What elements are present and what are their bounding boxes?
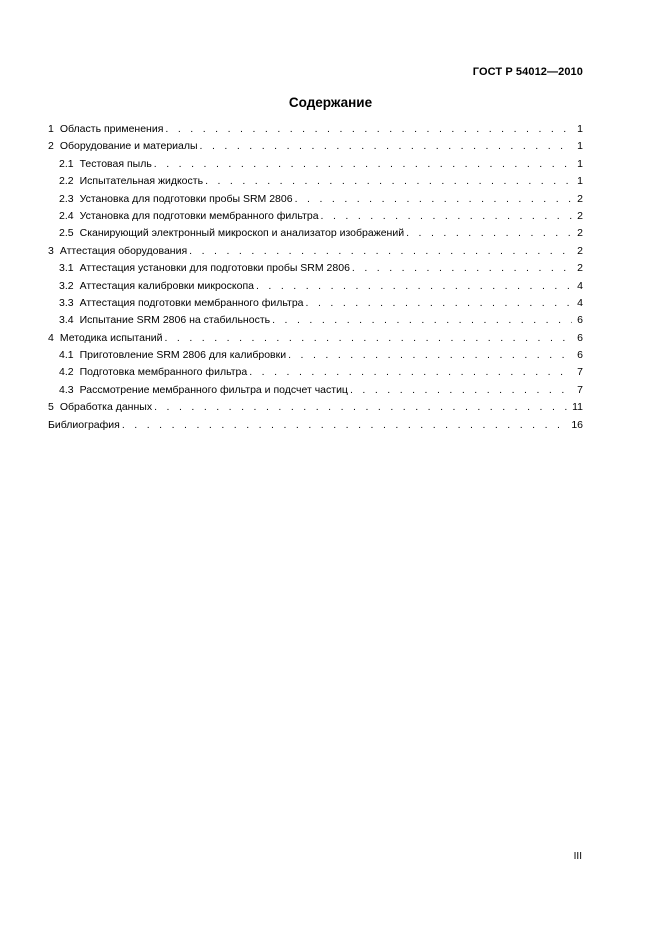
toc-entry-page: 1 [577,175,583,188]
toc-entry-number: 2.4 [59,209,74,222]
toc-entry-label: Установка для подготовки мембранного фильтра [79,209,319,222]
toc-entry-number: 3.3 [59,296,74,309]
toc-entry-label: Сканирующий электронный микроскоп и анализатор изображений [79,227,405,240]
toc-entry-page: 2 [577,192,583,205]
toc-entry[interactable] [48,121,583,138]
toc-entry-page: 4 [577,279,583,292]
toc-entry-page: 2 [577,227,583,240]
toc-entry[interactable] [48,173,583,190]
toc-entry[interactable] [48,364,583,381]
toc-entry-number: 4 [48,331,54,344]
page-number: III [573,851,582,862]
toc-entry-number: 4.1 [59,349,74,362]
toc-entry-number: 3.1 [59,262,74,275]
toc-dot-leader [352,260,572,277]
toc-dot-leader [306,295,572,312]
toc-entry[interactable] [48,399,583,416]
toc-entry[interactable] [48,417,583,434]
standard-designation: ГОСТ Р 54012—2010 [472,66,583,78]
toc-entry[interactable] [48,225,583,242]
toc-dot-leader [256,278,572,295]
toc-entry-label: Библиография [48,418,120,431]
toc-entry-label: Область применения [59,123,164,135]
toc-entry-page: 6 [577,331,583,344]
toc-entry-label: Аттестация оборудования [59,244,188,257]
toc-entry-page: 2 [577,262,583,275]
toc-entry[interactable] [48,382,583,399]
toc-entry-label: Аттестация установки для подготовки пробы SRM 2806 [79,262,350,275]
toc-dot-leader [200,138,572,155]
toc-dot-leader [165,121,572,138]
toc-dot-leader [406,225,572,242]
toc-entry-label: Испытательная жидкость [79,175,204,188]
table-of-contents [48,121,583,434]
toc-entry-number: 4.3 [59,383,74,396]
toc-dot-leader [295,191,572,208]
toc-dot-leader [321,208,572,225]
toc-entry[interactable] [48,347,583,364]
toc-entry-label: Рассмотрение мембранного фильтра и подсчет частиц [79,383,348,396]
toc-dot-leader [154,399,569,416]
toc-entry-number: 2.5 [59,227,74,240]
toc-entry-label: Обработка данных [59,401,153,414]
toc-dot-leader [249,364,572,381]
toc-entry[interactable] [48,243,583,260]
toc-entry-page: 11 [572,401,583,414]
toc-entry-page: 7 [577,366,583,379]
toc-dot-leader [205,173,572,190]
toc-entry[interactable] [48,260,583,277]
toc-entry-page: 2 [577,244,583,257]
toc-entry-number: 4.2 [59,366,74,379]
toc-entry[interactable] [48,138,583,155]
toc-entry-page: 6 [577,349,583,362]
toc-entry[interactable] [48,312,583,329]
toc-entry-number: 3.4 [59,314,74,327]
toc-entry-label: Оборудование и материалы [59,140,198,153]
toc-entry-number: 1 [48,123,54,135]
toc-title: Содержание [288,95,373,110]
toc-entry[interactable] [48,295,583,312]
toc-entry-number: 2.2 [59,175,74,188]
toc-entry-page: 1 [577,123,583,135]
toc-dot-leader [189,243,572,260]
toc-entry-page: 6 [577,314,583,327]
toc-entry[interactable] [48,330,583,347]
toc-entry-label: Методика испытаний [59,331,163,344]
toc-entry-label: Установка для подготовки пробы SRM 2806 [79,192,293,205]
toc-entry[interactable] [48,208,583,225]
toc-entry-label: Тестовая пыль [79,157,152,170]
toc-entry-number: 2.3 [59,192,74,205]
toc-entry-label: Подготовка мембранного фильтра [79,366,248,379]
toc-entry-number: 5 [48,401,54,414]
toc-dot-leader [272,312,572,329]
toc-entry-number: 3 [48,244,54,257]
toc-entry-label: Аттестация подготовки мембранного фильтра [79,296,304,309]
toc-dot-leader [154,156,572,173]
toc-entry-number: 2 [48,140,54,153]
toc-entry-label: Приготовление SRM 2806 для калибровки [79,349,287,362]
toc-entry-page: 16 [571,418,583,431]
toc-entry[interactable] [48,191,583,208]
toc-entry-page: 1 [577,157,583,170]
toc-entry-page: 1 [577,140,583,153]
toc-entry-page: 2 [577,209,583,222]
toc-entry-number: 3.2 [59,279,74,292]
toc-entry-number: 2.1 [59,157,74,170]
toc-dot-leader [122,417,568,434]
toc-dot-leader [164,330,572,347]
toc-entry-label: Аттестация калибровки микроскопа [79,279,254,292]
toc-entry-page: 4 [577,296,583,309]
toc-dot-leader [288,347,572,364]
toc-dot-leader [350,382,572,399]
toc-entry[interactable] [48,156,583,173]
toc-entry-page: 7 [577,383,583,396]
toc-entry[interactable] [48,278,583,295]
toc-entry-label: Испытание SRM 2806 на стабильность [79,314,271,327]
